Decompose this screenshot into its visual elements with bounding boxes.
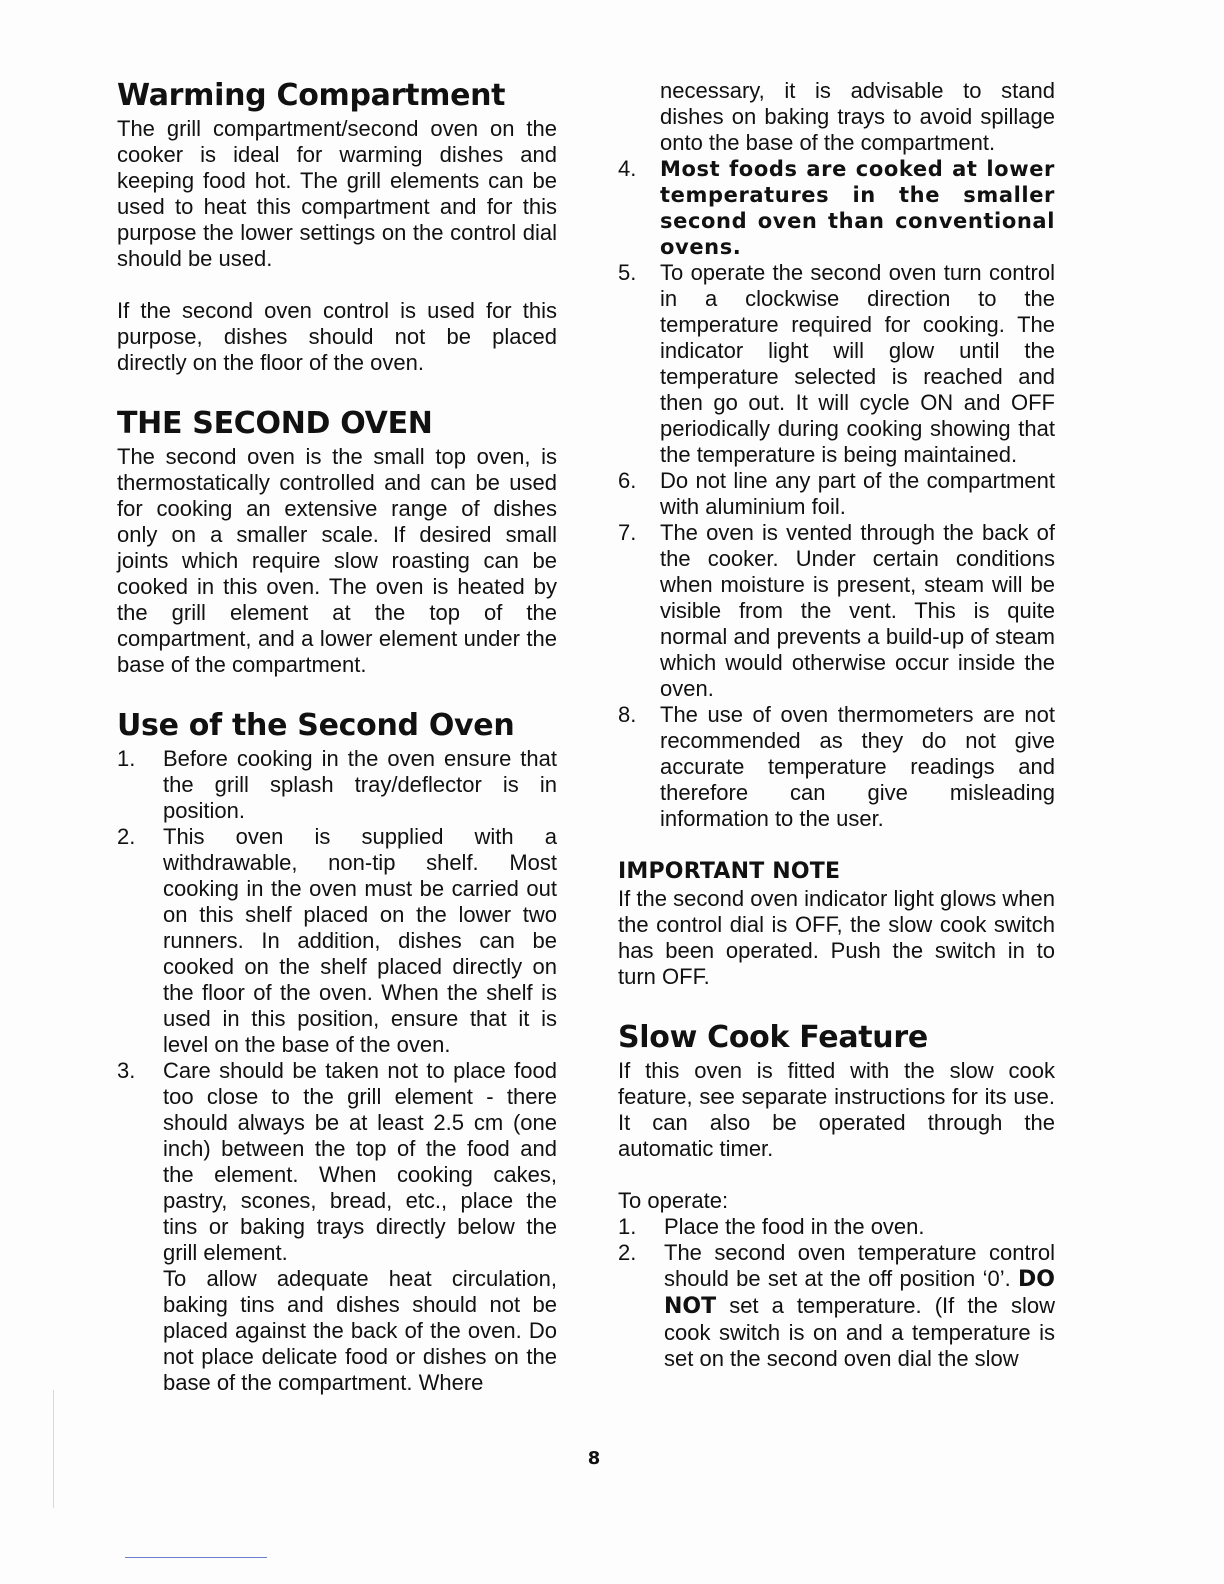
slow-cook-list [618,1214,1055,1372]
second-oven-paragraph: The second oven is the small top oven, is thermostatically controlled and can be used for cooking an extensive range of dishes only on a smaller scale. If desired small joints which require slow roasting can be cooked in this oven. The oven is heated by the grill element at the top of the compartment, and a lower element under the base of the compartment. [117,444,557,677]
use-list [117,746,557,1396]
continuation-text: necessary, it is advisable to stand dishes on baking trays to avoid spillage onto the base of the compartment. [660,78,1055,155]
do-not-emphasis: DO NOT [664,1267,1055,1319]
important-note-heading: IMPORTANT NOTE [618,859,841,884]
list-item: 5. To operate the second oven turn control in a clockwise direction to the temperature required for cooking. The indicator light will glow until the temperature selected is reached and then go out. It will cycle ON and OFF periodically during cooking showing that the temperature is being maintained. [618,260,1055,467]
slow-cook-paragraph: If this oven is fitted with the slow cook feature, see separate instructions for its use. It can also be operated through the automatic timer. [618,1058,1055,1161]
list-item: 7. The oven is vented through the back of the cooker. Under certain conditions when moisture is present, steam will be visible from the vent. This is quite normal and prevents a build-up of steam which would otherwise occur inside the oven. [618,520,1055,701]
list-item: 2. This oven is supplied with a withdrawable, non-tip shelf. Most cooking in the oven must be carried out on this shelf placed on the lower two runners. In addition, dishes can be cooked on the shelf placed directly on the floor of the oven. When the shelf is used in this position, ensure that it is level on the base of the oven. [117,824,557,1057]
list-item: 2. The second oven temperature control should be set at the off position ‘0’. DO NOT set a temperature. (If the slow cook switch is on and a temperature is set on the second oven dial the slow [618,1240,1055,1371]
list-item: 1. Place the food in the oven. [618,1214,925,1239]
to-operate-label: To operate: [618,1188,729,1213]
bottom-rule [125,1557,267,1558]
slow-cook-heading: Slow Cook Feature [618,1020,928,1055]
list-item: 4. Most foods are cooked at lower temperatures in the smaller second oven than conventional ovens. [618,156,1055,259]
list-item-3-continuation: To allow adequate heat circulation, baking tins and dishes should not be placed against the back of the oven. Do not place delicate food or dishes on the base of the compartment. Where [163,1266,557,1395]
page-number: 8 [587,1448,601,1469]
list-item-3-text: Care should be taken not to place food too close to the grill element - there should always be at least 2.5 cm (one inch) between the top of the food and the element. When cooking cakes, pastry, scones, bread, etc., place the tins or baking trays directly below the grill element. [163,1058,557,1265]
right-column [618,78,1055,1372]
list-item: 6. Do not line any part of the compartment with aluminium foil. [618,468,1055,519]
use-heading: Use of the Second Oven [117,708,515,743]
important-note-text: If the second oven indicator light glows when the control dial is OFF, the slow cook switch has been operated. Push the switch in to turn OFF. [618,886,1055,989]
oven-list-continued [618,156,1055,832]
list-item: 1. Before cooking in the oven ensure that the grill splash tray/deflector is in position. [117,746,557,823]
second-oven-heading: THE SECOND OVEN [117,406,433,441]
warming-heading: Warming Compartment [117,78,506,113]
margin-line [53,1390,54,1508]
list-item: 8. The use of oven thermometers are not recommended as they do not give accurate temperature readings and therefore can give misleading information to the user. [618,702,1055,831]
warming-paragraph-2: If the second oven control is used for this purpose, dishes should not be placed directly on the floor of the oven. [117,298,557,375]
warming-paragraph-1: The grill compartment/second oven on the cooker is ideal for warming dishes and keeping food hot. The grill elements can be used to heat this compartment and for this purpose the lower settings on the control dial should be used. [117,116,557,271]
left-column [117,78,557,1396]
list-item: 3. Care should be taken not to place food too close to the grill element - there should always be at least 2.5 cm (one inch) between the top of the food and the element. When cooking cakes, pastry, scones, bread, etc., place the tins or baking trays directly below the grill element. To allow adequate heat circulation, baking tins and dishes should not be placed against the back of the oven. Do not place delicate food or dishes on the base of the compartment. Where [117,1058,557,1395]
